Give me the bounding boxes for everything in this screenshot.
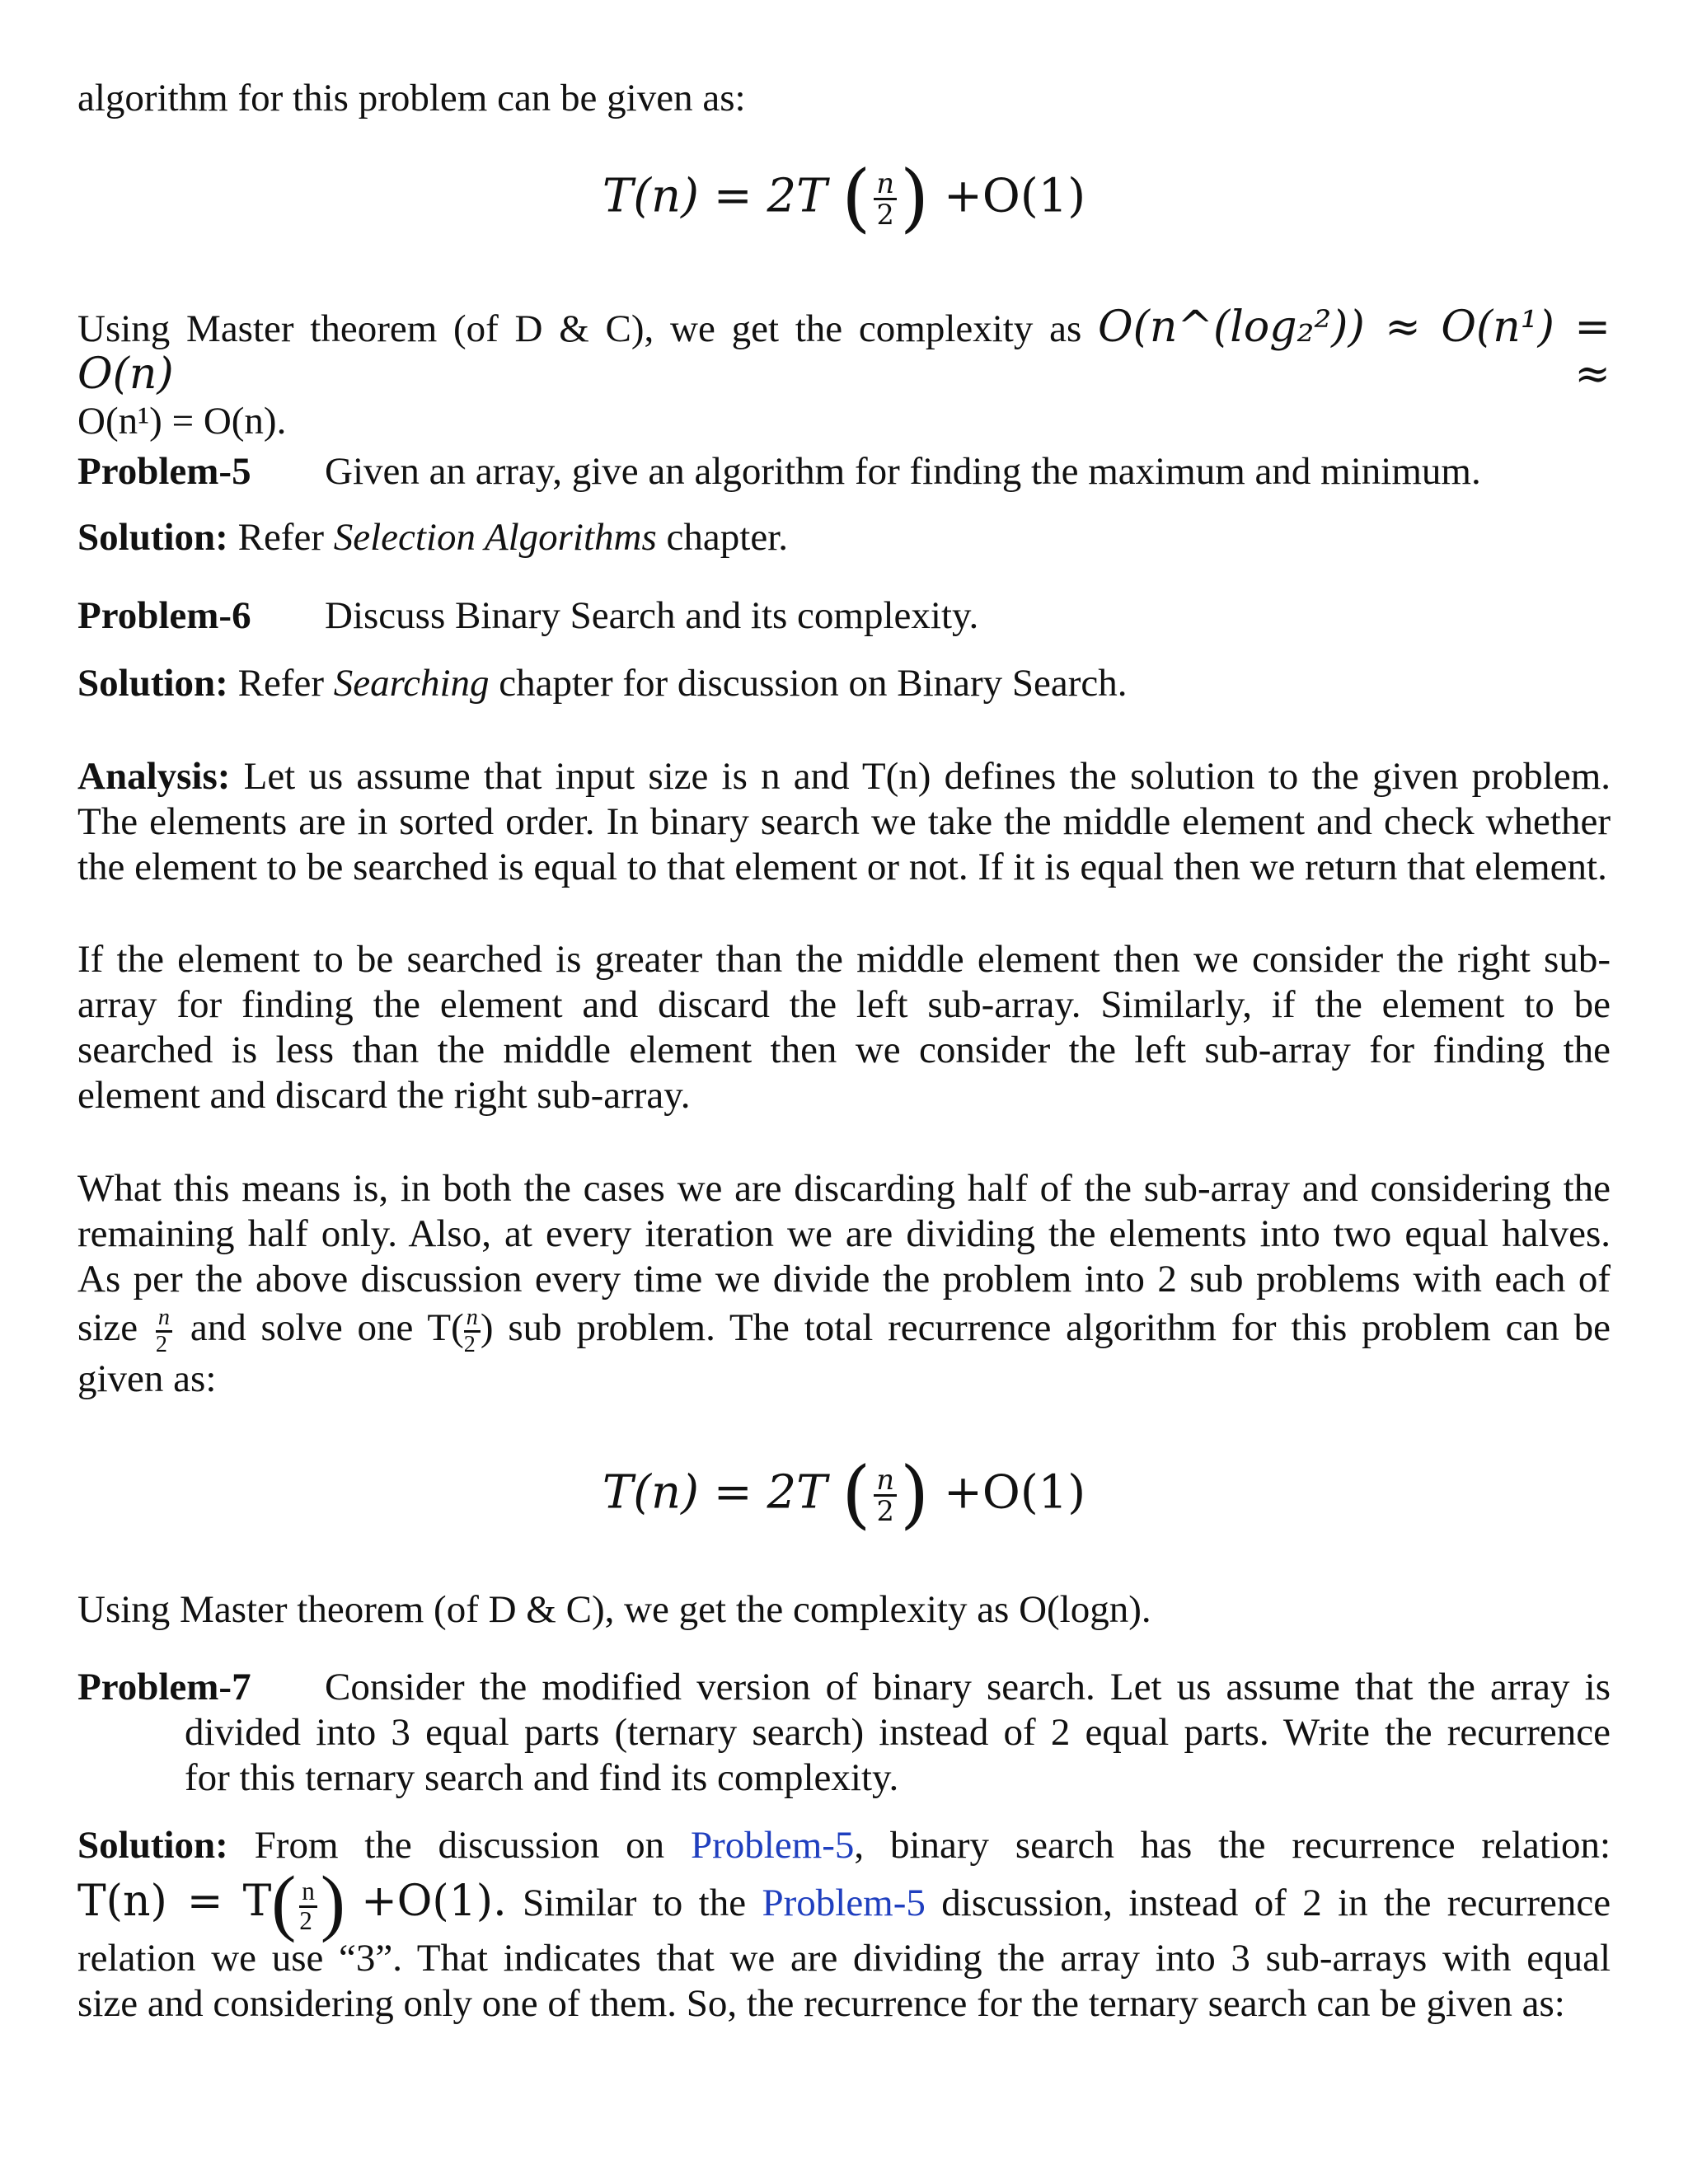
analysis-paragraph: Analysis: Let us assume that input size is n and T(n) defines the solution to the given problem. The elements are in sorted order. In binary search we take the middle element and check whether the element to be searched is equal to that element or not. If it is equal then we return that element. [77,755,1611,888]
problem-7: Problem-7 Consider the modified version of binary search. Let us assume that the array is divided into 3 equal parts (ternary search) instead of 2 equal parts. Write the recurrence for this ternary search and find its complexity. [77,1666,1611,1799]
problem-5-link[interactable]: Problem-5 [691,1824,855,1867]
master-theorem-line-2: Using Master theorem (of D & C), we get the complexity as O(logn). [77,1588,1151,1631]
solution-5: Solution: Refer Selection Algorithms chapter. [77,516,788,559]
intro-text: algorithm for this problem can be given as: [77,77,746,120]
search-direction-paragraph: If the element to be searched is greater than the middle element then we consider the right sub- array for finding the element and discard the left sub-array. Similarly, if the element to be searched is less than the middle element then we consider the left sub-array for finding the element and discard the right sub-array. [77,938,1611,1117]
problem-5-link-2[interactable]: Problem-5 [762,1882,926,1924]
halving-paragraph: What this means is, in both the cases we are discarding half of the sub-array and considering the remaining half only. Also, at every iteration we are dividing the elements into two equal halves. As per the above discussion every time we divide the problem into 2 sub problems with each of size $\frac{n}{2}$ and solve one T( $\frac{n}{2}$ ) sub problem. The total recurrence algorithm for this problem can be given as: [77,1167,1611,1401]
recurrence-equation-2: T(n) = 2T ( $\frac{n}{2}$ ) +O(1) [602,1451,1086,1538]
recurrence-equation-1: T(n) = 2T ( $\frac{n}{2}$ ) +O(1) [602,154,1086,241]
problem-6: Problem-6 Discuss Binary Search and its complexity. [77,594,979,637]
master-theorem-paragraph-1: Using Master theorem (of D & C), we get the complexity as O(n^(log₂²)) ≈ O(n¹) = O(n) ≈ O(n¹) = O(n). [77,302,1611,443]
solution-6: Solution: Refer Searching chapter for discussion on Binary Search. [77,662,1128,705]
solution-7: Solution: From the discussion on Problem-5, binary search has the recurrence relation: T(n) = T( $\frac{n}{2}$ ) +O(1). Similar to the Problem-5 discussion, instead of 2 in the recurrence relation we use “3”. That indicates that we are dividing the array into 3 sub-arrays with equal size and considering only one of them. So, the recurrence for the ternary search can be given as: [77,1824,1611,2025]
complexity-expression: O(n^(log₂²)) ≈ O(n¹) = O(n) ≈ [77,302,1611,399]
problem-5: Problem-5 Given an array, give an algorithm for finding the maximum and minimum. [77,450,1481,493]
